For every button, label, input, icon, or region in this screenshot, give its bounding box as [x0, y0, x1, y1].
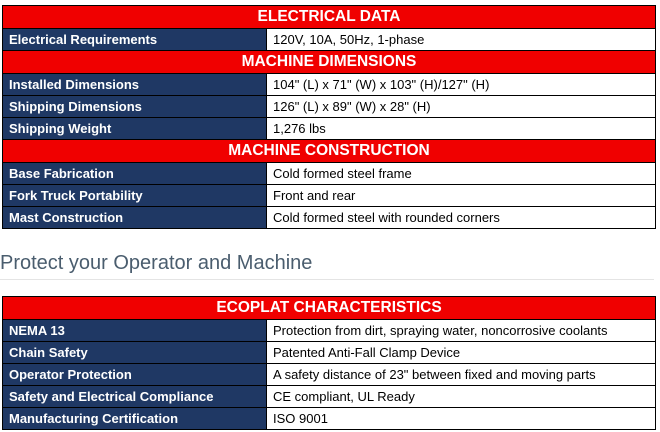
- row-value: Cold formed steel with rounded corners: [267, 207, 656, 229]
- row-value: Protection from dirt, spraying water, noncorrosive coolants: [267, 320, 656, 342]
- row-label: Chain Safety: [3, 342, 267, 364]
- dimensions-header: MACHINE DIMENSIONS: [3, 51, 656, 74]
- table-row: [3, 320, 656, 342]
- ecoplat-header: ECOPLAT CHARACTERISTICS: [3, 297, 656, 320]
- row-value: 120V, 10A, 50Hz, 1-phase: [267, 29, 656, 51]
- row-value: 104" (L) x 71" (W) x 103" (H)/127" (H): [267, 74, 656, 96]
- row-label: Safety and Electrical Compliance: [3, 386, 267, 408]
- table-row: [3, 408, 656, 430]
- electrical-header: ELECTRICAL DATA: [3, 6, 656, 29]
- ecoplat-header-row: [3, 297, 656, 320]
- ecoplat-table: [2, 296, 656, 430]
- row-label: NEMA 13: [3, 320, 267, 342]
- row-value: 1,276 lbs: [267, 118, 656, 140]
- construction-header: MACHINE CONSTRUCTION: [3, 140, 656, 163]
- table-row: [3, 29, 656, 51]
- table-row: [3, 207, 656, 229]
- row-label: Operator Protection: [3, 364, 267, 386]
- specs-table: [2, 5, 656, 229]
- row-value: 126" (L) x 89" (W) x 28" (H): [267, 96, 656, 118]
- construction-header-row: [3, 140, 656, 163]
- table-row: [3, 364, 656, 386]
- row-label: Mast Construction: [3, 207, 267, 229]
- row-value: CE compliant, UL Ready: [267, 386, 656, 408]
- row-label: Shipping Dimensions: [3, 96, 267, 118]
- row-value: Cold formed steel frame: [267, 163, 656, 185]
- table-row: [3, 163, 656, 185]
- row-value: Front and rear: [267, 185, 656, 207]
- section-heading: Protect your Operator and Machine: [0, 252, 654, 280]
- row-label: Fork Truck Portability: [3, 185, 267, 207]
- row-label: Electrical Requirements: [3, 29, 267, 51]
- row-label: Shipping Weight: [3, 118, 267, 140]
- dimensions-header-row: [3, 51, 656, 74]
- table-row: [3, 342, 656, 364]
- table-row: [3, 96, 656, 118]
- table-row: [3, 74, 656, 96]
- row-label: Installed Dimensions: [3, 74, 267, 96]
- table-row: [3, 118, 656, 140]
- row-value: ISO 9001: [267, 408, 656, 430]
- table-row: [3, 185, 656, 207]
- row-value: A safety distance of 23" between fixed and moving parts: [267, 364, 656, 386]
- row-label: Manufacturing Certification: [3, 408, 267, 430]
- row-label: Base Fabrication: [3, 163, 267, 185]
- row-value: Patented Anti-Fall Clamp Device: [267, 342, 656, 364]
- table-row: [3, 386, 656, 408]
- electrical-header-row: [3, 6, 656, 29]
